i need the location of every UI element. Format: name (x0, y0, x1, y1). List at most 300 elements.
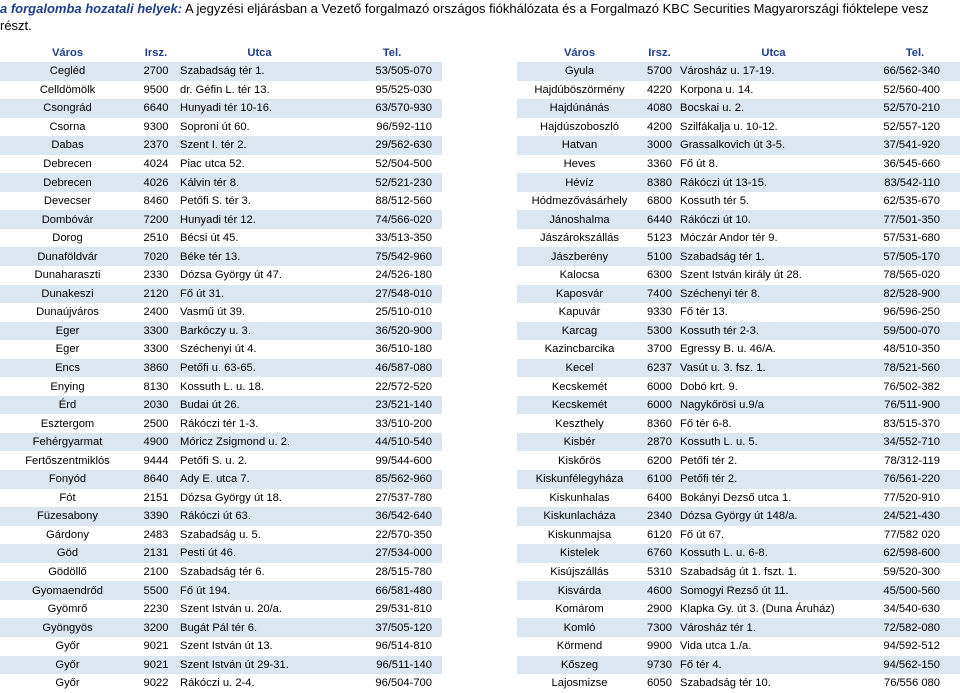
cell-zip: 3700 (642, 340, 677, 359)
cell-phone: 78/312-119 (870, 451, 960, 470)
header-city: Város (51, 47, 84, 59)
cell-zip: 9730 (642, 656, 677, 675)
cell-zip: 5310 (642, 563, 677, 582)
intro-paragraph (0, 0, 960, 34)
cell-city: Hajdúnánás (517, 99, 642, 118)
cell-street: Fő tér 6-8. (677, 414, 870, 433)
cell-city: Enying (0, 377, 135, 396)
cell-phone: 52/521-230 (342, 173, 442, 192)
table-row (517, 359, 960, 378)
cell-zip: 5300 (642, 322, 677, 341)
cell-street: Fő út 67. (677, 526, 870, 545)
table-row (517, 600, 960, 619)
cell-zip: 9330 (642, 303, 677, 322)
table-row (517, 618, 960, 637)
cell-zip: 7020 (135, 247, 177, 266)
cell-phone: 36/542-640 (342, 507, 442, 526)
table-row (0, 322, 442, 341)
table-row (517, 136, 960, 155)
cell-city: Kecel (517, 359, 642, 378)
header-zip: Irsz. (648, 47, 671, 59)
cell-zip: 6640 (135, 99, 177, 118)
cell-zip: 2500 (135, 414, 177, 433)
cell-street: Egressy B. u. 46/A. (677, 340, 870, 359)
table-row (0, 81, 442, 100)
cell-zip: 2151 (135, 489, 177, 508)
table-row (0, 618, 442, 637)
cell-city: Érd (0, 396, 135, 415)
table-row (517, 526, 960, 545)
cell-street: Piac utca 52. (177, 155, 342, 174)
table-row (517, 581, 960, 600)
table-row (517, 563, 960, 582)
table-row (0, 581, 442, 600)
cell-city: Győr (0, 637, 135, 656)
cell-street: Szilfákalja u. 10-12. (677, 118, 870, 137)
table-header-row (517, 44, 960, 62)
cell-zip: 8460 (135, 192, 177, 211)
cell-phone: 57/531-680 (870, 229, 960, 248)
cell-zip: 8380 (642, 173, 677, 192)
cell-city: Debrecen (0, 155, 135, 174)
cell-city: Hatvan (517, 136, 642, 155)
cell-phone: 52/570-210 (870, 99, 960, 118)
cell-city: Győr (0, 674, 135, 693)
cell-zip: 5123 (642, 229, 677, 248)
cell-phone: 52/560-400 (870, 81, 960, 100)
cell-phone: 25/510-010 (342, 303, 442, 322)
cell-street: Szabadság tér 6. (177, 563, 342, 582)
cell-phone: 96/511-140 (342, 656, 442, 675)
table-row (0, 192, 442, 211)
cell-phone: 78/565-020 (870, 266, 960, 285)
cell-street: Korpona u. 14. (677, 81, 870, 100)
cell-city: Devecser (0, 192, 135, 211)
cell-zip: 5500 (135, 581, 177, 600)
cell-street: Kossuth tér 5. (677, 192, 870, 211)
cell-zip: 6100 (642, 470, 677, 489)
table-row (517, 433, 960, 452)
cell-phone: 29/531-810 (342, 600, 442, 619)
table-row (517, 451, 960, 470)
cell-city: Lajosmizse (517, 674, 642, 693)
table-row (517, 118, 960, 137)
cell-zip: 2340 (642, 507, 677, 526)
cell-street: dr. Géfin L. tér 13. (177, 81, 342, 100)
cell-city: Gárdony (0, 526, 135, 545)
cell-street: Szent István út 29-31. (177, 656, 342, 675)
cell-phone: 66/562-340 (870, 62, 960, 81)
table-row (517, 322, 960, 341)
cell-zip: 2510 (135, 229, 177, 248)
cell-zip: 2131 (135, 544, 177, 563)
table-row (0, 600, 442, 619)
cell-phone: 63/570-930 (342, 99, 442, 118)
cell-phone: 37/541-920 (870, 136, 960, 155)
cell-zip: 3300 (135, 322, 177, 341)
cell-city: Jánoshalma (517, 210, 642, 229)
cell-street: Rákóczi u. 2-4. (177, 674, 342, 693)
cell-street: Rákóczi tér 1-3. (177, 414, 342, 433)
cell-street: Szent I. tér 2. (177, 136, 342, 155)
cell-phone: 77/582 020 (870, 526, 960, 545)
table-row (517, 470, 960, 489)
cell-city: Dombóvár (0, 210, 135, 229)
table-row (0, 396, 442, 415)
cell-city: Hajdúszoboszló (517, 118, 642, 137)
cell-city: Kisújszállás (517, 563, 642, 582)
cell-street: Kossuth tér 2-3. (677, 322, 870, 341)
cell-zip: 2870 (642, 433, 677, 452)
cell-city: Dorog (0, 229, 135, 248)
intro-lead: a forgalomba hozatali helyek: (0, 1, 183, 16)
cell-phone: 24/526-180 (342, 266, 442, 285)
cell-street: Petőfi S. tér 3. (177, 192, 342, 211)
table-row (0, 526, 442, 545)
cell-street: Petőfi tér 2. (677, 470, 870, 489)
cell-zip: 2483 (135, 526, 177, 545)
cell-street: Kossuth L. u. 5. (677, 433, 870, 452)
cell-phone: 82/528-900 (870, 285, 960, 304)
cell-city: Komárom (517, 600, 642, 619)
cell-zip: 5700 (642, 62, 677, 81)
cell-city: Göd (0, 544, 135, 563)
cell-phone: 33/510-200 (342, 414, 442, 433)
cell-phone: 95/525-030 (342, 81, 442, 100)
cell-zip: 2230 (135, 600, 177, 619)
table-row (517, 192, 960, 211)
cell-city: Dunaföldvár (0, 247, 135, 266)
table-row (0, 544, 442, 563)
table-row (0, 489, 442, 508)
cell-city: Körmend (517, 637, 642, 656)
cell-street: Nagykőrösi u.9/a (677, 396, 870, 415)
cell-street: Rákóczi út 13-15. (677, 173, 870, 192)
table-row (517, 210, 960, 229)
cell-phone: 22/572-520 (342, 377, 442, 396)
cell-zip: 3200 (135, 618, 177, 637)
cell-zip: 2700 (135, 62, 177, 81)
cell-phone: 36/545-660 (870, 155, 960, 174)
cell-zip: 4220 (642, 81, 677, 100)
cell-city: Fót (0, 489, 135, 508)
cell-street: Hunyadi tér 12. (177, 210, 342, 229)
cell-zip: 9500 (135, 81, 177, 100)
cell-city: Kiskunfélegyháza (517, 470, 642, 489)
cell-city: Dunaharaszti (0, 266, 135, 285)
cell-phone: 34/552-710 (870, 433, 960, 452)
cell-phone: 27/534-000 (342, 544, 442, 563)
cell-phone: 52/557-120 (870, 118, 960, 137)
table-row (517, 81, 960, 100)
cell-phone: 59/500-070 (870, 322, 960, 341)
table-row (0, 563, 442, 582)
cell-street: Petőfi u. 63-65. (177, 359, 342, 378)
cell-street: Kossuth L. u. 6-8. (677, 544, 870, 563)
cell-zip: 3390 (135, 507, 177, 526)
cell-street: Kálvin tér 8. (177, 173, 342, 192)
cell-city: Füzesabony (0, 507, 135, 526)
cell-street: Móricz Zsigmond u. 2. (177, 433, 342, 452)
cell-city: Kiskunhalas (517, 489, 642, 508)
cell-phone: 57/505-170 (870, 247, 960, 266)
cell-zip: 2900 (642, 600, 677, 619)
cell-zip: 8640 (135, 470, 177, 489)
cell-street: Bocskai u. 2. (677, 99, 870, 118)
cell-zip: 3360 (642, 155, 677, 174)
cell-city: Kőszeg (517, 656, 642, 675)
table-row (517, 656, 960, 675)
cell-zip: 7200 (135, 210, 177, 229)
cell-zip: 6120 (642, 526, 677, 545)
cell-city: Keszthely (517, 414, 642, 433)
cell-city: Kisbér (517, 433, 642, 452)
cell-city: Encs (0, 359, 135, 378)
table-row (0, 247, 442, 266)
cell-city: Kistelek (517, 544, 642, 563)
cell-phone: 24/521-430 (870, 507, 960, 526)
cell-city: Eger (0, 322, 135, 341)
table-row (0, 507, 442, 526)
cell-city: Kiskunlacháza (517, 507, 642, 526)
cell-phone: 37/505-120 (342, 618, 442, 637)
table-row (517, 507, 960, 526)
cell-phone: 83/542-110 (870, 173, 960, 192)
table-row (517, 489, 960, 508)
header-zip: Irsz. (144, 47, 168, 59)
cell-phone: 77/520-910 (870, 489, 960, 508)
cell-street: Vida utca 1./a. (677, 637, 870, 656)
cell-zip: 4026 (135, 173, 177, 192)
cell-phone: 62/598-600 (870, 544, 960, 563)
cell-street: Szent István király út 28. (677, 266, 870, 285)
branch-table-left (0, 44, 442, 693)
cell-phone: 96/592-110 (342, 118, 442, 137)
cell-city: Kecskemét (517, 396, 642, 415)
cell-street: Barkóczy u. 3. (177, 322, 342, 341)
cell-street: Fő út 8. (677, 155, 870, 174)
table-row (517, 396, 960, 415)
cell-zip: 9300 (135, 118, 177, 137)
table-row (0, 433, 442, 452)
cell-city: Gödöllő (0, 563, 135, 582)
cell-city: Kisvárda (517, 581, 642, 600)
cell-zip: 6440 (642, 210, 677, 229)
cell-phone: 44/510-540 (342, 433, 442, 452)
table-row (517, 266, 960, 285)
cell-street: Hunyadi tér 10-16. (177, 99, 342, 118)
cell-city: Heves (517, 155, 642, 174)
cell-phone: 52/504-500 (342, 155, 442, 174)
cell-city: Gyomaendrőd (0, 581, 135, 600)
table-row (517, 303, 960, 322)
cell-zip: 6200 (642, 451, 677, 470)
cell-zip: 4600 (642, 581, 677, 600)
cell-phone: 76/556 080 (870, 674, 960, 693)
table-row (517, 674, 960, 693)
cell-street: Kossuth L. u. 18. (177, 377, 342, 396)
cell-street: Széchenyi út 4. (177, 340, 342, 359)
cell-city: Csorna (0, 118, 135, 137)
cell-street: Rákóczi út 63. (177, 507, 342, 526)
cell-street: Petőfi S. u. 2. (177, 451, 342, 470)
cell-city: Hajdúböszörmény (517, 81, 642, 100)
table-row (0, 340, 442, 359)
cell-zip: 9022 (135, 674, 177, 693)
cell-phone: 23/521-140 (342, 396, 442, 415)
table-row (0, 414, 442, 433)
cell-street: Széchenyi tér 8. (677, 285, 870, 304)
cell-street: Szabadság u. 5. (177, 526, 342, 545)
cell-street: Szabadság út 1. fszt. 1. (677, 563, 870, 582)
cell-phone: 62/535-670 (870, 192, 960, 211)
cell-city: Komló (517, 618, 642, 637)
table-row (0, 377, 442, 396)
cell-zip: 9021 (135, 637, 177, 656)
cell-street: Szabadság tér 10. (677, 674, 870, 693)
cell-street: Bécsi út 45. (177, 229, 342, 248)
cell-zip: 6800 (642, 192, 677, 211)
cell-city: Celldömölk (0, 81, 135, 100)
cell-zip: 7400 (642, 285, 677, 304)
cell-city: Gyöngyös (0, 618, 135, 637)
table-row (517, 62, 960, 81)
cell-city: Gyula (517, 62, 642, 81)
cell-street: Fő tér 4. (677, 656, 870, 675)
cell-zip: 6760 (642, 544, 677, 563)
cell-street: Budai út 26. (177, 396, 342, 415)
cell-zip: 4200 (642, 118, 677, 137)
cell-zip: 6000 (642, 377, 677, 396)
cell-street: Városház tér 1. (677, 618, 870, 637)
cell-city: Kaposvár (517, 285, 642, 304)
cell-phone: 22/570-350 (342, 526, 442, 545)
cell-city: Eger (0, 340, 135, 359)
cell-street: Vasmű út 39. (177, 303, 342, 322)
table-row (0, 229, 442, 248)
cell-city: Esztergom (0, 414, 135, 433)
cell-city: Gyömrő (0, 600, 135, 619)
cell-city: Csongrád (0, 99, 135, 118)
cell-city: Debrecen (0, 173, 135, 192)
intro-text: A jegyzési eljárásban a Vezető forgalmazó országos fiókhálózata és a Forgalmazó KBC Securities Magyarországi fióktelepe vesz részt. (0, 1, 929, 33)
cell-phone: 96/596-250 (870, 303, 960, 322)
cell-city: Hódmezővásárhely (517, 192, 642, 211)
cell-phone: 45/500-560 (870, 581, 960, 600)
cell-street: Rákóczi út 10. (677, 210, 870, 229)
table-row (0, 359, 442, 378)
cell-zip: 8130 (135, 377, 177, 396)
header-street: Utca (761, 47, 786, 59)
cell-phone: 36/510-180 (342, 340, 442, 359)
cell-phone: 36/520-900 (342, 322, 442, 341)
cell-city: Jászárokszállás (517, 229, 642, 248)
cell-phone: 85/562-960 (342, 470, 442, 489)
header-phone: Tel. (905, 47, 925, 59)
cell-phone: 34/540-630 (870, 600, 960, 619)
table-row (0, 303, 442, 322)
cell-street: Béke tér 13. (177, 247, 342, 266)
cell-street: Pesti út 46. (177, 544, 342, 563)
table-row (0, 155, 442, 174)
cell-phone: 76/502-382 (870, 377, 960, 396)
cell-phone: 76/561-220 (870, 470, 960, 489)
header-street: Utca (247, 47, 272, 59)
branch-table-right (517, 44, 960, 693)
table-row (517, 414, 960, 433)
cell-street: Vasút u. 3. fsz. 1. (677, 359, 870, 378)
cell-street: Dózsa György út 148/a. (677, 507, 870, 526)
cell-phone: 83/515-370 (870, 414, 960, 433)
cell-zip: 2030 (135, 396, 177, 415)
cell-street: Klapka Gy. út 3. (Duna Áruház) (677, 600, 870, 619)
cell-zip: 9021 (135, 656, 177, 675)
cell-street: Dobó krt. 9. (677, 377, 870, 396)
table-row (0, 210, 442, 229)
cell-zip: 2120 (135, 285, 177, 304)
cell-zip: 4024 (135, 155, 177, 174)
table-row (0, 62, 442, 81)
cell-zip: 2330 (135, 266, 177, 285)
table-row (0, 285, 442, 304)
cell-phone: 88/512-560 (342, 192, 442, 211)
cell-phone: 96/504-700 (342, 674, 442, 693)
cell-zip: 6237 (642, 359, 677, 378)
cell-zip: 6000 (642, 396, 677, 415)
cell-city: Fehérgyarmat (0, 433, 135, 452)
table-row (517, 285, 960, 304)
cell-zip: 2370 (135, 136, 177, 155)
cell-street: Fő út 194. (177, 581, 342, 600)
table-row (0, 173, 442, 192)
cell-phone: 28/515-780 (342, 563, 442, 582)
cell-street: Soproni út 60. (177, 118, 342, 137)
cell-zip: 4900 (135, 433, 177, 452)
cell-zip: 2100 (135, 563, 177, 582)
header-phone: Tel. (382, 47, 402, 59)
cell-street: Bugát Pál tér 6. (177, 618, 342, 637)
cell-phone: 76/511-900 (870, 396, 960, 415)
cell-street: Fő tér 13. (677, 303, 870, 322)
cell-city: Dabas (0, 136, 135, 155)
table-row (517, 99, 960, 118)
cell-street: Városház u. 17-19. (677, 62, 870, 81)
cell-zip: 9444 (135, 451, 177, 470)
table-row (517, 340, 960, 359)
cell-phone: 33/513-350 (342, 229, 442, 248)
cell-phone: 46/587-080 (342, 359, 442, 378)
cell-street: Szabadság tér 1. (677, 247, 870, 266)
cell-street: Szabadság tér 1. (177, 62, 342, 81)
cell-city: Karcag (517, 322, 642, 341)
cell-city: Kalocsa (517, 266, 642, 285)
cell-phone: 94/592-512 (870, 637, 960, 656)
table-row (517, 229, 960, 248)
cell-zip: 5100 (642, 247, 677, 266)
cell-city: Dunaújváros (0, 303, 135, 322)
cell-city: Kazincbarcika (517, 340, 642, 359)
cell-zip: 6400 (642, 489, 677, 508)
cell-city: Fonyód (0, 470, 135, 489)
cell-phone: 27/548-010 (342, 285, 442, 304)
cell-phone: 96/514-810 (342, 637, 442, 656)
cell-zip: 3000 (642, 136, 677, 155)
cell-phone: 29/562-630 (342, 136, 442, 155)
table-row (0, 656, 442, 675)
cell-zip: 7300 (642, 618, 677, 637)
cell-zip: 4080 (642, 99, 677, 118)
cell-phone: 59/520-300 (870, 563, 960, 582)
